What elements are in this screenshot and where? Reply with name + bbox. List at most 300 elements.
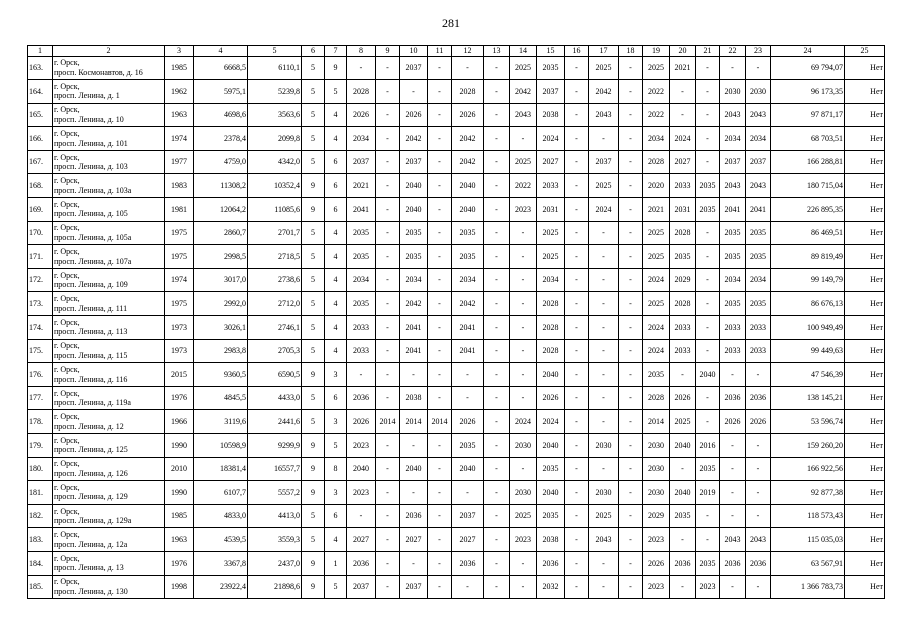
cell-col-12: - xyxy=(452,56,484,80)
cell-col-18: - xyxy=(619,316,643,340)
cell-col-25: Нет xyxy=(845,551,885,575)
cell-col-15: 2024 xyxy=(537,127,565,151)
address-street: просп. Ленина, д. 105 xyxy=(54,209,128,219)
cell-col-24: 118 573,43 xyxy=(771,504,845,528)
address-city: г. Орск, xyxy=(54,129,80,139)
cell-col-21: - xyxy=(696,292,720,316)
cell-col-18: - xyxy=(619,528,643,552)
cell-col-14: - xyxy=(510,575,537,599)
cell-col-16: - xyxy=(565,245,589,269)
cell-col-17: - xyxy=(589,245,619,269)
cell-col-19: 2024 xyxy=(643,316,670,340)
column-header-2: 2 xyxy=(53,46,165,57)
row-number-cell: 179. xyxy=(28,434,53,458)
cell-col-13: - xyxy=(484,575,510,599)
address-city: г. Орск, xyxy=(54,105,80,115)
cell-col-12: 2036 xyxy=(452,551,484,575)
cell-col-12: 2035 xyxy=(452,245,484,269)
cell-col-13: - xyxy=(484,457,510,481)
cell-col-20: - xyxy=(670,363,696,387)
row-number-cell: 165. xyxy=(28,103,53,127)
address-city: г. Орск, xyxy=(54,176,80,186)
cell-col-19: 2034 xyxy=(643,127,670,151)
cell-col-23: - xyxy=(746,481,771,505)
cell-col-12: 2026 xyxy=(452,103,484,127)
cell-col-11: - xyxy=(428,575,452,599)
cell-col-15: 2026 xyxy=(537,386,565,410)
cell-col-9: - xyxy=(376,174,400,198)
table-row xyxy=(28,528,885,552)
cell-col-17: 2025 xyxy=(589,504,619,528)
cell-col-7: 6 xyxy=(325,150,347,174)
address-city: г. Орск, xyxy=(54,223,80,233)
cell-col-23: 2037 xyxy=(746,150,771,174)
cell-col-10: 2026 xyxy=(400,103,428,127)
table-row xyxy=(28,292,885,316)
cell-col-9: - xyxy=(376,386,400,410)
cell-col-17: 2030 xyxy=(589,481,619,505)
cell-col-18: - xyxy=(619,198,643,222)
table-row xyxy=(28,103,885,127)
cell-col-10: 2035 xyxy=(400,221,428,245)
table-row xyxy=(28,386,885,410)
cell-col-23: 2043 xyxy=(746,528,771,552)
cell-col-15: 2040 xyxy=(537,434,565,458)
cell-col-18: - xyxy=(619,56,643,80)
cell-col-4: 3017,0 xyxy=(194,268,248,292)
address-cell xyxy=(53,457,165,481)
row-number-cell: 166. xyxy=(28,127,53,151)
cell-col-10: 2038 xyxy=(400,386,428,410)
cell-col-12: - xyxy=(452,481,484,505)
cell-col-22: 2034 xyxy=(720,268,746,292)
cell-col-8: - xyxy=(347,504,376,528)
cell-col-23: - xyxy=(746,363,771,387)
cell-col-21: - xyxy=(696,528,720,552)
cell-col-3: 1976 xyxy=(165,386,194,410)
cell-col-10: - xyxy=(400,551,428,575)
cell-col-3: 1975 xyxy=(165,221,194,245)
cell-col-10: 2037 xyxy=(400,56,428,80)
cell-col-13: - xyxy=(484,150,510,174)
address-street: просп. Ленина, д. 103 xyxy=(54,162,128,172)
cell-col-14: 2030 xyxy=(510,434,537,458)
cell-col-11: - xyxy=(428,56,452,80)
address-city: г. Орск, xyxy=(54,270,80,280)
cell-col-17: 2025 xyxy=(589,56,619,80)
table-row xyxy=(28,481,885,505)
cell-col-6: 5 xyxy=(302,103,325,127)
cell-col-10: - xyxy=(400,481,428,505)
cell-col-7: 4 xyxy=(325,221,347,245)
cell-col-23: 2026 xyxy=(746,410,771,434)
cell-col-6: 9 xyxy=(302,457,325,481)
cell-col-21: - xyxy=(696,386,720,410)
cell-col-20: 2040 xyxy=(670,434,696,458)
row-number-cell: 183. xyxy=(28,528,53,552)
column-header-14: 14 xyxy=(510,46,537,57)
cell-col-18: - xyxy=(619,551,643,575)
cell-col-16: - xyxy=(565,174,589,198)
address-city: г. Орск, xyxy=(54,199,80,209)
cell-col-11: - xyxy=(428,103,452,127)
address-cell xyxy=(53,103,165,127)
cell-col-20: 2033 xyxy=(670,316,696,340)
row-number-cell: 167. xyxy=(28,150,53,174)
cell-col-9: - xyxy=(376,80,400,104)
cell-col-9: - xyxy=(376,504,400,528)
cell-col-6: 9 xyxy=(302,174,325,198)
cell-col-11: - xyxy=(428,150,452,174)
cell-col-8: 2028 xyxy=(347,80,376,104)
cell-col-18: - xyxy=(619,504,643,528)
cell-col-20: 2035 xyxy=(670,245,696,269)
cell-col-16: - xyxy=(565,551,589,575)
cell-col-4: 18381,4 xyxy=(194,457,248,481)
cell-col-13: - xyxy=(484,127,510,151)
cell-col-5: 16557,7 xyxy=(248,457,302,481)
cell-col-17: 2025 xyxy=(589,174,619,198)
cell-col-11: - xyxy=(428,528,452,552)
cell-col-12: 2042 xyxy=(452,127,484,151)
cell-col-7: 5 xyxy=(325,434,347,458)
cell-col-7: 4 xyxy=(325,316,347,340)
cell-col-24: 99 149,79 xyxy=(771,268,845,292)
row-number-cell: 175. xyxy=(28,339,53,363)
cell-col-12: 2037 xyxy=(452,504,484,528)
cell-col-19: 2023 xyxy=(643,575,670,599)
table-row xyxy=(28,363,885,387)
cell-col-17: - xyxy=(589,339,619,363)
cell-col-14: - xyxy=(510,221,537,245)
cell-col-8: 2034 xyxy=(347,268,376,292)
cell-col-5: 2701,7 xyxy=(248,221,302,245)
row-number-cell: 182. xyxy=(28,504,53,528)
row-number-cell: 180. xyxy=(28,457,53,481)
cell-col-24: 180 715,04 xyxy=(771,174,845,198)
cell-col-15: 2038 xyxy=(537,528,565,552)
cell-col-21: 2023 xyxy=(696,575,720,599)
cell-col-16: - xyxy=(565,434,589,458)
address-city: г. Орск, xyxy=(54,435,80,445)
cell-col-20: - xyxy=(670,575,696,599)
cell-col-8: - xyxy=(347,56,376,80)
cell-col-4: 10598,9 xyxy=(194,434,248,458)
cell-col-20: 2031 xyxy=(670,198,696,222)
column-header-20: 20 xyxy=(670,46,696,57)
cell-col-16: - xyxy=(565,56,589,80)
cell-col-10: 2035 xyxy=(400,245,428,269)
cell-col-9: - xyxy=(376,56,400,80)
cell-col-18: - xyxy=(619,221,643,245)
cell-col-10: 2042 xyxy=(400,127,428,151)
cell-col-17: - xyxy=(589,127,619,151)
cell-col-3: 1974 xyxy=(165,268,194,292)
cell-col-7: 6 xyxy=(325,174,347,198)
cell-col-10: 2042 xyxy=(400,292,428,316)
cell-col-8: 2035 xyxy=(347,245,376,269)
cell-col-4: 2983,8 xyxy=(194,339,248,363)
cell-col-4: 5975,1 xyxy=(194,80,248,104)
cell-col-6: 5 xyxy=(302,221,325,245)
address-cell xyxy=(53,245,165,269)
cell-col-3: 1963 xyxy=(165,528,194,552)
cell-col-25: Нет xyxy=(845,80,885,104)
cell-col-23: 2036 xyxy=(746,551,771,575)
address-city: г. Орск, xyxy=(54,506,80,516)
cell-col-9: - xyxy=(376,150,400,174)
cell-col-4: 6107,7 xyxy=(194,481,248,505)
row-number-cell: 177. xyxy=(28,386,53,410)
cell-col-18: - xyxy=(619,103,643,127)
address-cell xyxy=(53,221,165,245)
address-cell xyxy=(53,150,165,174)
cell-col-3: 1962 xyxy=(165,80,194,104)
cell-col-12: 2041 xyxy=(452,339,484,363)
cell-col-7: 4 xyxy=(325,103,347,127)
cell-col-19: 2021 xyxy=(643,198,670,222)
cell-col-13: - xyxy=(484,386,510,410)
table-row xyxy=(28,410,885,434)
cell-col-15: 2040 xyxy=(537,363,565,387)
cell-col-9: - xyxy=(376,127,400,151)
cell-col-5: 9299,9 xyxy=(248,434,302,458)
cell-col-25: Нет xyxy=(845,268,885,292)
cell-col-25: Нет xyxy=(845,198,885,222)
cell-col-17: - xyxy=(589,575,619,599)
cell-col-16: - xyxy=(565,457,589,481)
cell-col-20: 2036 xyxy=(670,551,696,575)
table-row xyxy=(28,575,885,599)
column-header-5: 5 xyxy=(248,46,302,57)
cell-col-19: 2023 xyxy=(643,528,670,552)
cell-col-7: 4 xyxy=(325,268,347,292)
table-row xyxy=(28,457,885,481)
cell-col-7: 6 xyxy=(325,386,347,410)
cell-col-21: - xyxy=(696,410,720,434)
cell-col-11: - xyxy=(428,245,452,269)
cell-col-6: 5 xyxy=(302,504,325,528)
cell-col-21: 2040 xyxy=(696,363,720,387)
cell-col-21: - xyxy=(696,56,720,80)
row-number-cell: 174. xyxy=(28,316,53,340)
row-number-cell: 169. xyxy=(28,198,53,222)
cell-col-24: 166 288,81 xyxy=(771,150,845,174)
cell-col-22: - xyxy=(720,56,746,80)
cell-col-13: - xyxy=(484,434,510,458)
cell-col-9: - xyxy=(376,363,400,387)
cell-col-11: - xyxy=(428,221,452,245)
cell-col-8: 2035 xyxy=(347,221,376,245)
cell-col-18: - xyxy=(619,150,643,174)
cell-col-25: Нет xyxy=(845,339,885,363)
cell-col-20: 2033 xyxy=(670,174,696,198)
cell-col-23: - xyxy=(746,457,771,481)
cell-col-15: 2025 xyxy=(537,221,565,245)
column-header-17: 17 xyxy=(589,46,619,57)
cell-col-14: - xyxy=(510,316,537,340)
cell-col-23: 2043 xyxy=(746,103,771,127)
cell-col-20: 2040 xyxy=(670,481,696,505)
cell-col-21: - xyxy=(696,245,720,269)
cell-col-22: 2035 xyxy=(720,221,746,245)
table-row xyxy=(28,268,885,292)
cell-col-21: 2035 xyxy=(696,198,720,222)
cell-col-14: 2025 xyxy=(510,150,537,174)
cell-col-13: - xyxy=(484,268,510,292)
cell-col-11: - xyxy=(428,316,452,340)
cell-col-9: - xyxy=(376,551,400,575)
cell-col-24: 138 145,21 xyxy=(771,386,845,410)
cell-col-18: - xyxy=(619,410,643,434)
cell-col-23: - xyxy=(746,575,771,599)
cell-col-13: - xyxy=(484,316,510,340)
cell-col-20: 2028 xyxy=(670,292,696,316)
cell-col-25: Нет xyxy=(845,56,885,80)
cell-col-17: - xyxy=(589,268,619,292)
cell-col-7: 4 xyxy=(325,339,347,363)
cell-col-6: 5 xyxy=(302,528,325,552)
cell-col-17: - xyxy=(589,221,619,245)
cell-col-10: 2040 xyxy=(400,174,428,198)
table-row xyxy=(28,245,885,269)
cell-col-17: - xyxy=(589,363,619,387)
cell-col-7: 3 xyxy=(325,481,347,505)
cell-col-19: 2025 xyxy=(643,56,670,80)
address-city: г. Орск, xyxy=(54,482,80,492)
column-header-19: 19 xyxy=(643,46,670,57)
cell-col-14: - xyxy=(510,457,537,481)
cell-col-6: 5 xyxy=(302,268,325,292)
cell-col-15: 2036 xyxy=(537,551,565,575)
cell-col-22: - xyxy=(720,575,746,599)
cell-col-3: 2010 xyxy=(165,457,194,481)
address-cell xyxy=(53,575,165,599)
cell-col-23: 2034 xyxy=(746,127,771,151)
cell-col-14: 2042 xyxy=(510,80,537,104)
cell-col-21: - xyxy=(696,150,720,174)
cell-col-23: - xyxy=(746,434,771,458)
cell-col-5: 11085,6 xyxy=(248,198,302,222)
cell-col-17: 2043 xyxy=(589,528,619,552)
cell-col-12: 2028 xyxy=(452,80,484,104)
cell-col-10: 2040 xyxy=(400,198,428,222)
cell-col-11: - xyxy=(428,457,452,481)
cell-col-13: - xyxy=(484,410,510,434)
cell-col-11: - xyxy=(428,292,452,316)
cell-col-18: - xyxy=(619,268,643,292)
cell-col-9: - xyxy=(376,339,400,363)
cell-col-9: - xyxy=(376,292,400,316)
column-header-15: 15 xyxy=(537,46,565,57)
cell-col-3: 1973 xyxy=(165,316,194,340)
cell-col-13: - xyxy=(484,103,510,127)
cell-col-4: 4698,6 xyxy=(194,103,248,127)
cell-col-23: 2034 xyxy=(746,268,771,292)
table-row xyxy=(28,339,885,363)
cell-col-7: 4 xyxy=(325,528,347,552)
cell-col-3: 1981 xyxy=(165,198,194,222)
cell-col-22: 2030 xyxy=(720,80,746,104)
cell-col-21: - xyxy=(696,316,720,340)
address-city: г. Орск, xyxy=(54,247,80,257)
table-row xyxy=(28,221,885,245)
cell-col-24: 68 703,51 xyxy=(771,127,845,151)
table-row xyxy=(28,174,885,198)
cell-col-8: 2041 xyxy=(347,198,376,222)
cell-col-5: 10352,4 xyxy=(248,174,302,198)
cell-col-5: 6110,1 xyxy=(248,56,302,80)
cell-col-12: 2042 xyxy=(452,292,484,316)
address-cell xyxy=(53,292,165,316)
cell-col-3: 1977 xyxy=(165,150,194,174)
cell-col-4: 3026,1 xyxy=(194,316,248,340)
address-street: просп. Ленина, д. 119а xyxy=(54,398,131,408)
address-city: г. Орск, xyxy=(54,341,80,351)
cell-col-15: 2035 xyxy=(537,457,565,481)
address-city: г. Орск, xyxy=(54,412,80,422)
cell-col-21: 2035 xyxy=(696,174,720,198)
cell-col-19: 2025 xyxy=(643,245,670,269)
cell-col-5: 3559,3 xyxy=(248,528,302,552)
cell-col-15: 2027 xyxy=(537,150,565,174)
cell-col-16: - xyxy=(565,221,589,245)
cell-col-19: 2030 xyxy=(643,434,670,458)
address-city: г. Орск, xyxy=(54,388,80,398)
cell-col-22: 2033 xyxy=(720,339,746,363)
table-row xyxy=(28,316,885,340)
cell-col-25: Нет xyxy=(845,457,885,481)
cell-col-12: - xyxy=(452,386,484,410)
cell-col-4: 11308,2 xyxy=(194,174,248,198)
cell-col-15: 2031 xyxy=(537,198,565,222)
cell-col-16: - xyxy=(565,127,589,151)
cell-col-24: 63 567,91 xyxy=(771,551,845,575)
cell-col-12: 2040 xyxy=(452,198,484,222)
cell-col-25: Нет xyxy=(845,504,885,528)
address-cell xyxy=(53,504,165,528)
cell-col-6: 9 xyxy=(302,551,325,575)
cell-col-6: 5 xyxy=(302,386,325,410)
cell-col-23: - xyxy=(746,504,771,528)
cell-col-20: - xyxy=(670,80,696,104)
cell-col-18: - xyxy=(619,457,643,481)
cell-col-16: - xyxy=(565,103,589,127)
cell-col-24: 100 949,49 xyxy=(771,316,845,340)
table-row xyxy=(28,551,885,575)
cell-col-8: 2033 xyxy=(347,339,376,363)
address-cell xyxy=(53,339,165,363)
cell-col-15: 2038 xyxy=(537,103,565,127)
column-header-6: 6 xyxy=(302,46,325,57)
cell-col-11: - xyxy=(428,174,452,198)
cell-col-17: 2042 xyxy=(589,80,619,104)
row-number-cell: 184. xyxy=(28,551,53,575)
cell-col-17: 2024 xyxy=(589,198,619,222)
cell-col-14: - xyxy=(510,292,537,316)
cell-col-20: 2021 xyxy=(670,56,696,80)
address-city: г. Орск, xyxy=(54,577,80,587)
cell-col-5: 2738,6 xyxy=(248,268,302,292)
cell-col-7: 6 xyxy=(325,198,347,222)
table-row xyxy=(28,56,885,80)
cell-col-11: - xyxy=(428,434,452,458)
cell-col-12: 2040 xyxy=(452,457,484,481)
cell-col-22: 2041 xyxy=(720,198,746,222)
cell-col-23: 2033 xyxy=(746,339,771,363)
cell-col-15: 2035 xyxy=(537,504,565,528)
cell-col-4: 4845,5 xyxy=(194,386,248,410)
